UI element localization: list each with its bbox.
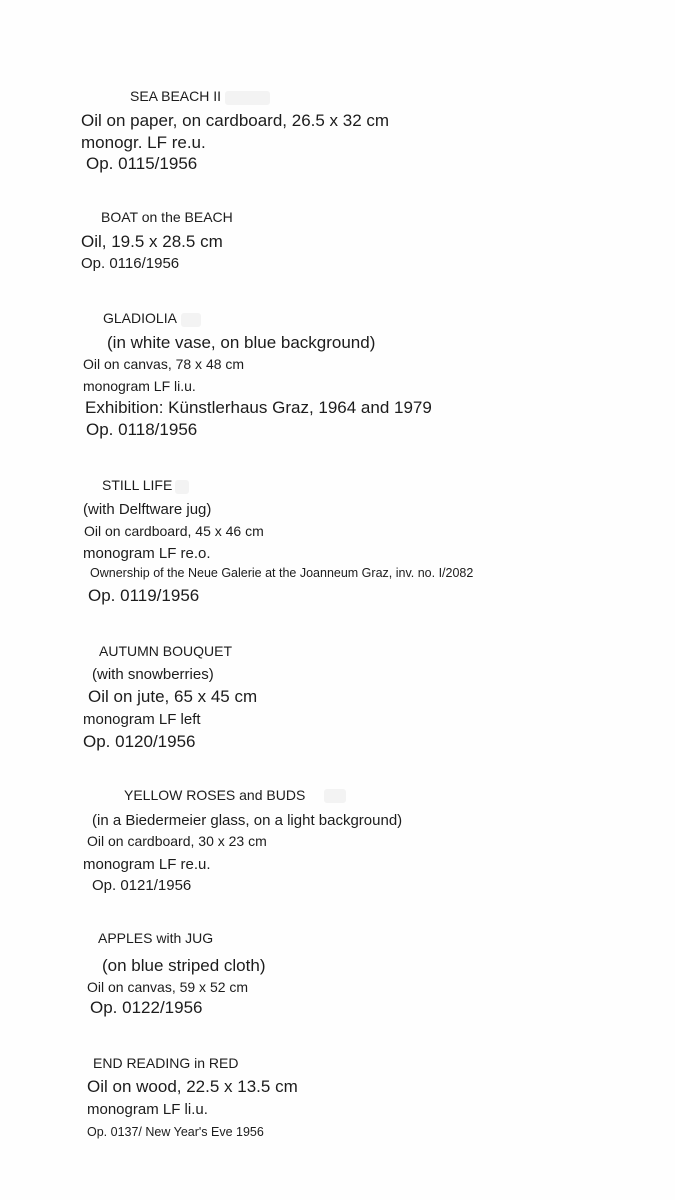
entry-opus: Op. 0137/ New Year's Eve 1956	[87, 1125, 264, 1139]
entry-medium: Oil on cardboard, 30 x 23 cm	[87, 833, 267, 849]
entry-medium: Oil on canvas, 78 x 48 cm	[83, 356, 245, 372]
scan-smudge	[225, 91, 270, 105]
entry-title: SEA BEACH II	[130, 88, 222, 104]
scan-smudge	[181, 313, 201, 327]
entry-medium: Oil on jute, 65 x 45 cm	[88, 687, 258, 706]
entry-monogram: monogr. LF re.u.	[81, 133, 206, 152]
entry-subtitle: (with Delftware jug)	[83, 501, 212, 518]
entry-monogram: monogram LF re.o.	[83, 545, 211, 562]
scan-smudge	[324, 789, 346, 803]
entry-opus: Op. 0116/1956	[81, 255, 180, 272]
entry-opus: Op. 0121/1956	[92, 877, 192, 894]
entry-monogram: monogram LF li.u.	[83, 378, 196, 394]
entry-exhibition: Exhibition: Künstlerhaus Graz, 1964 and 1979	[85, 398, 432, 417]
entry-monogram: monogram LF left	[83, 711, 201, 728]
entry-medium: Oil on wood, 22.5 x 13.5 cm	[87, 1077, 298, 1096]
entry-title: STILL LIFE	[102, 477, 173, 493]
entry-monogram: monogram LF li.u.	[87, 1101, 208, 1118]
entry-medium: Oil, 19.5 x 28.5 cm	[81, 232, 223, 251]
entry-subtitle: (in white vase, on blue background)	[107, 333, 376, 352]
entry-subtitle: (on blue striped cloth)	[102, 956, 266, 975]
entry-title: GLADIOLIA	[103, 310, 177, 326]
scan-smudge	[175, 480, 189, 494]
entry-title: BOAT on the BEACH	[101, 209, 233, 225]
entry-medium: Oil on canvas, 59 x 52 cm	[87, 979, 249, 995]
entry-monogram: monogram LF re.u.	[83, 856, 211, 873]
entry-title: AUTUMN BOUQUET	[99, 643, 232, 659]
entry-opus: Op. 0118/1956	[86, 420, 198, 439]
entry-opus: Op. 0122/1956	[90, 998, 203, 1017]
entry-medium: Oil on cardboard, 45 x 46 cm	[84, 523, 264, 539]
entry-title: YELLOW ROSES and BUDS	[124, 787, 306, 803]
entry-title: APPLES with JUG	[98, 930, 214, 946]
entry-opus: Op. 0119/1956	[88, 586, 200, 605]
entry-subtitle: (in a Biedermeier glass, on a light background)	[92, 812, 403, 829]
entry-opus: Op. 0120/1956	[83, 732, 196, 751]
entry-subtitle: (with snowberries)	[92, 666, 214, 683]
entry-opus: Op. 0115/1956	[86, 154, 198, 173]
entry-medium: Oil on paper, on cardboard, 26.5 x 32 cm	[81, 111, 390, 130]
entry-ownership: Ownership of the Neue Galerie at the Joanneum Graz, inv. no. I/2082	[90, 566, 474, 580]
entry-title: END READING in RED	[93, 1055, 239, 1071]
